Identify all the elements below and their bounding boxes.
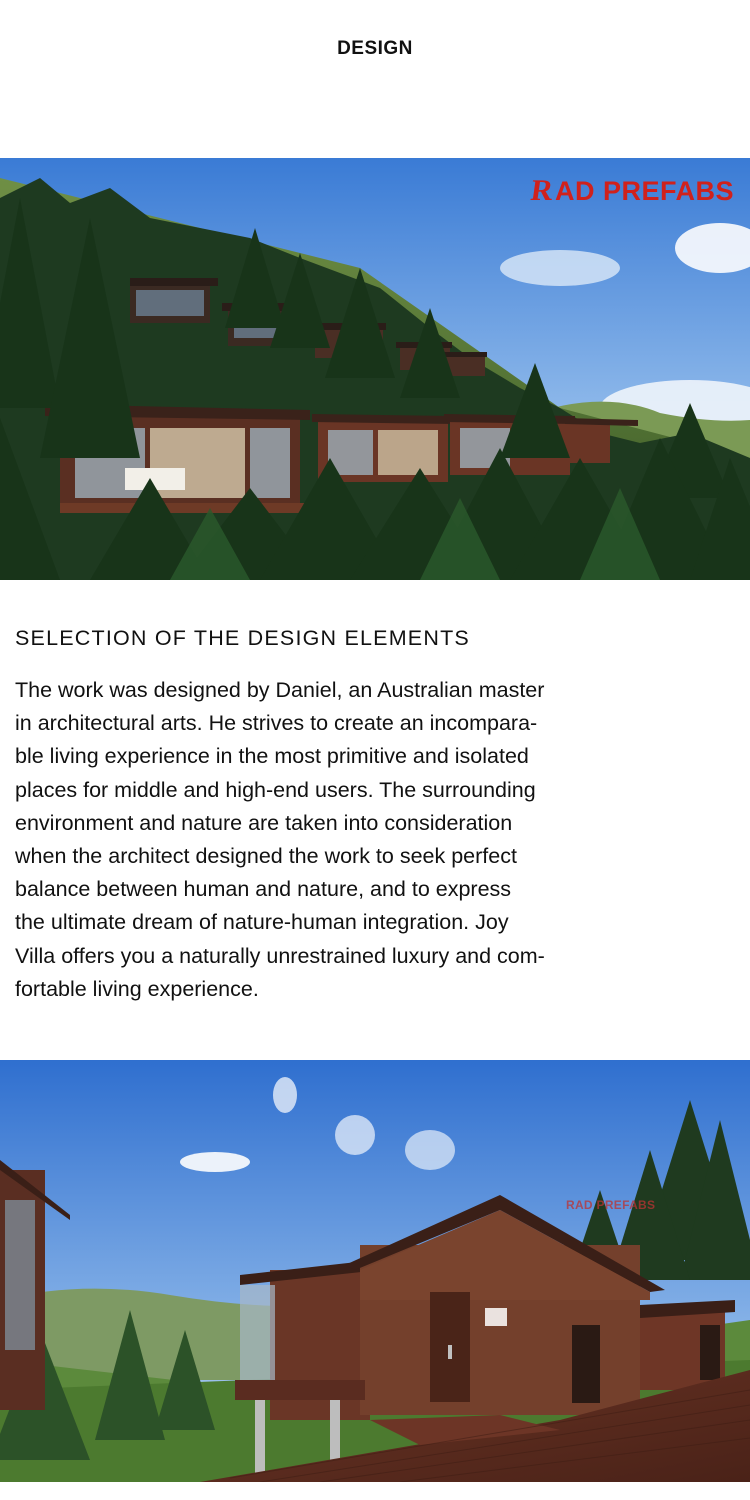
secondary-villa: [640, 1300, 735, 1390]
hillside-villas-illustration: [0, 158, 750, 580]
brand-logo: [531, 176, 734, 206]
section-body-text: The work was designed by Daniel, an Australian master in architectural arts. He strives to create an incompara- ble living experience in the most primitive and isolated places for middle and high-end users. The surrounding environment and nature are taken into consideration when the architect designed the work to seek perfect balance between human and nature, and to express the ultimate dream of nature-human integration. Joy Villa offers you a naturally unrestrained luxury and com- fortable living experience.: [15, 678, 545, 1001]
hero-image-villas-hillside: [0, 158, 750, 580]
brand-logo-mark: R: [529, 174, 556, 207]
hero-image-villa-boardwalk: [0, 1060, 750, 1482]
brand-logo-text: AD PREFABS: [554, 175, 734, 206]
page-title: DESIGN: [337, 38, 413, 59]
building-brand-sign: RAD PREFABS: [566, 1198, 656, 1212]
section-heading: SELECTION OF THE DESIGN ELEMENTS: [15, 626, 470, 650]
villa-boardwalk-illustration: [0, 1060, 750, 1482]
